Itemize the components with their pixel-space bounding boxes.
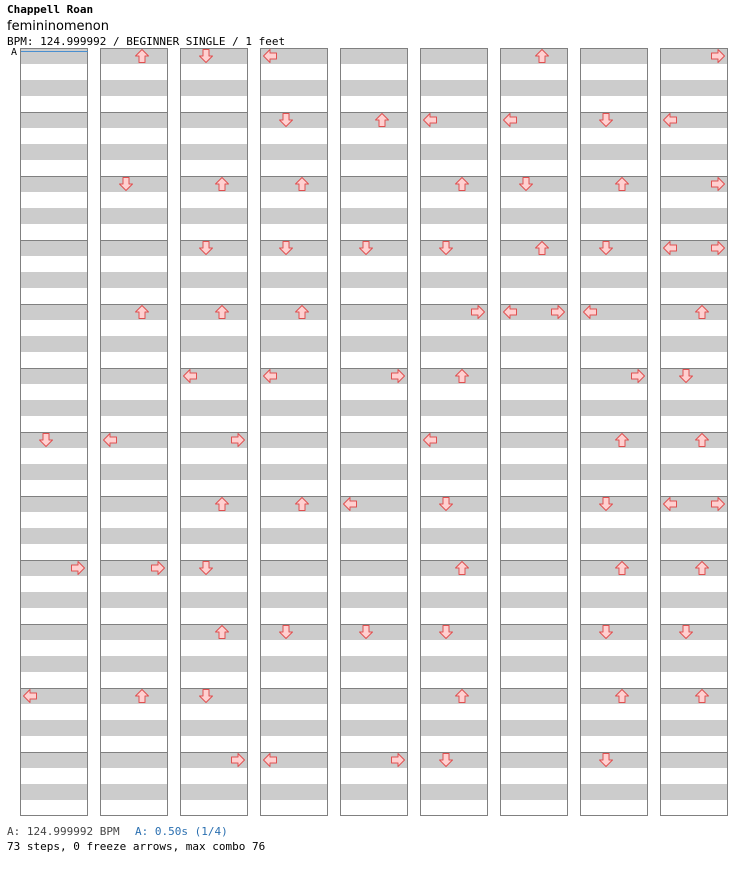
beat-stripe	[420, 240, 488, 256]
beat-stripe	[340, 80, 408, 96]
beat-stripe	[260, 208, 328, 224]
beat-stripe	[580, 560, 648, 576]
beat-stripe	[340, 304, 408, 320]
beat-stripe	[20, 752, 88, 768]
beat-stripe	[580, 528, 648, 544]
beat-stripe	[420, 208, 488, 224]
beat-stripe	[580, 688, 648, 704]
beat-stripe	[20, 784, 88, 800]
beat-stripe	[660, 624, 728, 640]
beat-stripe	[580, 752, 648, 768]
beat-stripe	[180, 208, 248, 224]
beat-stripe	[260, 656, 328, 672]
beat-stripe	[500, 560, 568, 576]
beat-stripe	[500, 368, 568, 384]
beat-stripe	[20, 272, 88, 288]
beat-stripe	[660, 560, 728, 576]
beat-stripe	[260, 304, 328, 320]
artist-name: Chappell Roan	[7, 3, 94, 16]
beat-stripe	[660, 400, 728, 416]
beat-stripe	[260, 400, 328, 416]
beat-stripe	[340, 336, 408, 352]
beat-stripe	[420, 752, 488, 768]
beat-stripe	[100, 144, 168, 160]
beat-stripe	[420, 496, 488, 512]
chart-column	[580, 48, 648, 816]
beat-stripe	[20, 400, 88, 416]
beat-stripe	[180, 80, 248, 96]
beat-stripe	[260, 688, 328, 704]
beat-stripe	[340, 48, 408, 64]
beat-stripe	[500, 528, 568, 544]
beat-stripe	[260, 336, 328, 352]
beat-stripe	[100, 752, 168, 768]
beat-stripe	[660, 464, 728, 480]
chart-column	[100, 48, 168, 816]
beat-stripe	[100, 784, 168, 800]
beat-stripe	[500, 272, 568, 288]
beat-stripe	[20, 592, 88, 608]
beat-stripe	[580, 784, 648, 800]
beat-stripe	[180, 496, 248, 512]
beat-stripe	[180, 272, 248, 288]
chart-column	[500, 48, 568, 816]
beat-stripe	[180, 688, 248, 704]
beat-stripe	[260, 784, 328, 800]
beat-stripe	[340, 688, 408, 704]
beat-stripe	[420, 592, 488, 608]
beat-stripe	[100, 720, 168, 736]
beat-stripe	[340, 240, 408, 256]
beat-stripe	[580, 720, 648, 736]
chart-column	[660, 48, 728, 816]
beat-stripe	[260, 432, 328, 448]
beat-stripe	[500, 752, 568, 768]
beat-stripe	[420, 464, 488, 480]
beat-stripe	[100, 656, 168, 672]
beat-stripe	[180, 176, 248, 192]
beat-stripe	[420, 784, 488, 800]
beat-stripe	[500, 80, 568, 96]
beat-stripe	[180, 624, 248, 640]
beat-stripe	[260, 240, 328, 256]
song-title: femininomenon	[7, 19, 109, 34]
beat-stripe	[180, 240, 248, 256]
beat-stripe	[660, 432, 728, 448]
beat-stripe	[660, 528, 728, 544]
beat-stripe	[340, 720, 408, 736]
beat-stripe	[580, 80, 648, 96]
beat-stripe	[660, 144, 728, 160]
beat-stripe	[660, 208, 728, 224]
beat-stripe	[580, 624, 648, 640]
beat-stripe	[180, 720, 248, 736]
beat-stripe	[420, 144, 488, 160]
beat-stripe	[500, 592, 568, 608]
beat-stripe	[20, 656, 88, 672]
beat-stripe	[20, 304, 88, 320]
beat-stripe	[420, 400, 488, 416]
beat-stripe	[20, 240, 88, 256]
beat-stripe	[260, 272, 328, 288]
beat-stripe	[580, 592, 648, 608]
beat-stripe	[100, 464, 168, 480]
beat-stripe	[580, 656, 648, 672]
beat-stripe	[340, 144, 408, 160]
beat-stripe	[420, 528, 488, 544]
beat-stripe	[180, 592, 248, 608]
beat-stripe	[20, 336, 88, 352]
beat-stripe	[100, 624, 168, 640]
beat-stripe	[20, 496, 88, 512]
beat-stripe	[20, 720, 88, 736]
beat-stripe	[660, 304, 728, 320]
beat-stripe	[500, 624, 568, 640]
beat-stripe	[500, 656, 568, 672]
beat-stripe	[340, 112, 408, 128]
beat-stripe	[340, 784, 408, 800]
beat-stripe	[100, 240, 168, 256]
beat-stripe	[100, 304, 168, 320]
beat-stripe	[260, 720, 328, 736]
beat-stripe	[500, 720, 568, 736]
beat-stripe	[100, 528, 168, 544]
beat-stripe	[260, 592, 328, 608]
beat-stripe	[260, 80, 328, 96]
beat-stripe	[100, 400, 168, 416]
beat-stripe	[580, 176, 648, 192]
beat-stripe	[180, 464, 248, 480]
bpm-marker-line	[21, 51, 88, 52]
beat-stripe	[20, 432, 88, 448]
beat-stripe	[180, 304, 248, 320]
beat-stripe	[20, 144, 88, 160]
bpm-marker-label: A	[11, 47, 18, 58]
footer-bpm: A: 124.999992 BPM	[7, 825, 120, 838]
beat-stripe	[180, 112, 248, 128]
beat-stripe	[20, 112, 88, 128]
beat-stripe	[180, 560, 248, 576]
footer-stats: 73 steps, 0 freeze arrows, max combo 76	[7, 840, 266, 853]
beat-stripe	[340, 528, 408, 544]
chart-column	[340, 48, 408, 816]
beat-stripe	[420, 560, 488, 576]
beat-stripe	[500, 496, 568, 512]
beat-stripe	[20, 528, 88, 544]
beat-stripe	[340, 656, 408, 672]
beat-stripe	[100, 368, 168, 384]
beat-stripe	[340, 560, 408, 576]
beat-stripe	[20, 464, 88, 480]
chart-column	[180, 48, 248, 816]
beat-stripe	[180, 400, 248, 416]
beat-stripe	[500, 240, 568, 256]
beat-stripe	[100, 496, 168, 512]
beat-stripe	[340, 272, 408, 288]
beat-stripe	[260, 144, 328, 160]
beat-stripe	[420, 80, 488, 96]
beat-stripe	[500, 144, 568, 160]
beat-stripe	[580, 496, 648, 512]
beat-stripe	[100, 48, 168, 64]
beat-stripe	[260, 464, 328, 480]
beat-stripe	[20, 80, 88, 96]
beat-stripe	[20, 176, 88, 192]
beat-stripe	[660, 688, 728, 704]
beat-stripe	[100, 112, 168, 128]
beat-stripe	[660, 336, 728, 352]
footer-speed: A: 0.50s (1/4)	[135, 825, 228, 838]
beat-stripe	[20, 368, 88, 384]
beat-stripe	[500, 48, 568, 64]
beat-stripe	[580, 336, 648, 352]
beat-stripe	[420, 688, 488, 704]
beat-stripe	[660, 592, 728, 608]
beat-stripe	[660, 368, 728, 384]
beat-stripe	[180, 144, 248, 160]
beat-stripe	[420, 176, 488, 192]
beat-stripe	[180, 336, 248, 352]
beat-stripe	[100, 688, 168, 704]
beat-stripe	[340, 176, 408, 192]
beat-stripe	[100, 336, 168, 352]
chart-column	[420, 48, 488, 816]
beat-stripe	[580, 112, 648, 128]
beat-stripe	[500, 784, 568, 800]
beat-stripe	[100, 272, 168, 288]
beat-stripe	[580, 432, 648, 448]
beat-stripe	[20, 208, 88, 224]
beat-stripe	[180, 48, 248, 64]
beat-stripe	[660, 80, 728, 96]
beat-stripe	[660, 720, 728, 736]
beat-stripe	[340, 592, 408, 608]
beat-stripe	[500, 400, 568, 416]
beat-stripe	[340, 624, 408, 640]
beat-stripe	[100, 592, 168, 608]
beat-stripe	[340, 464, 408, 480]
beat-stripe	[100, 80, 168, 96]
beat-stripe	[340, 400, 408, 416]
beat-stripe	[580, 272, 648, 288]
beat-stripe	[260, 176, 328, 192]
beat-stripe	[660, 272, 728, 288]
beat-stripe	[420, 336, 488, 352]
beat-stripe	[660, 784, 728, 800]
beat-stripe	[340, 208, 408, 224]
beat-stripe	[180, 656, 248, 672]
beat-stripe	[420, 656, 488, 672]
beat-stripe	[580, 144, 648, 160]
chart-column	[260, 48, 328, 816]
beat-stripe	[580, 400, 648, 416]
beat-stripe	[260, 112, 328, 128]
beat-stripe	[180, 784, 248, 800]
beat-stripe	[580, 48, 648, 64]
beat-stripe	[100, 208, 168, 224]
chart-info: BPM: 124.999992 / BEGINNER SINGLE / 1 feet	[7, 35, 286, 48]
beat-stripe	[660, 752, 728, 768]
beat-stripe	[420, 48, 488, 64]
beat-stripe	[340, 432, 408, 448]
beat-stripe	[100, 176, 168, 192]
beat-stripe	[580, 208, 648, 224]
beat-stripe	[500, 688, 568, 704]
beat-stripe	[180, 528, 248, 544]
beat-stripe	[500, 208, 568, 224]
beat-stripe	[260, 496, 328, 512]
beat-stripe	[500, 176, 568, 192]
beat-stripe	[580, 464, 648, 480]
beat-stripe	[420, 720, 488, 736]
beat-stripe	[420, 624, 488, 640]
beat-stripe	[420, 272, 488, 288]
beat-stripe	[580, 240, 648, 256]
beat-stripe	[20, 624, 88, 640]
beat-stripe	[500, 432, 568, 448]
beat-stripe	[500, 464, 568, 480]
beat-stripe	[660, 656, 728, 672]
beat-stripe	[260, 528, 328, 544]
beat-stripe	[260, 624, 328, 640]
beat-stripe	[260, 560, 328, 576]
beat-stripe	[500, 336, 568, 352]
beat-stripe	[420, 368, 488, 384]
